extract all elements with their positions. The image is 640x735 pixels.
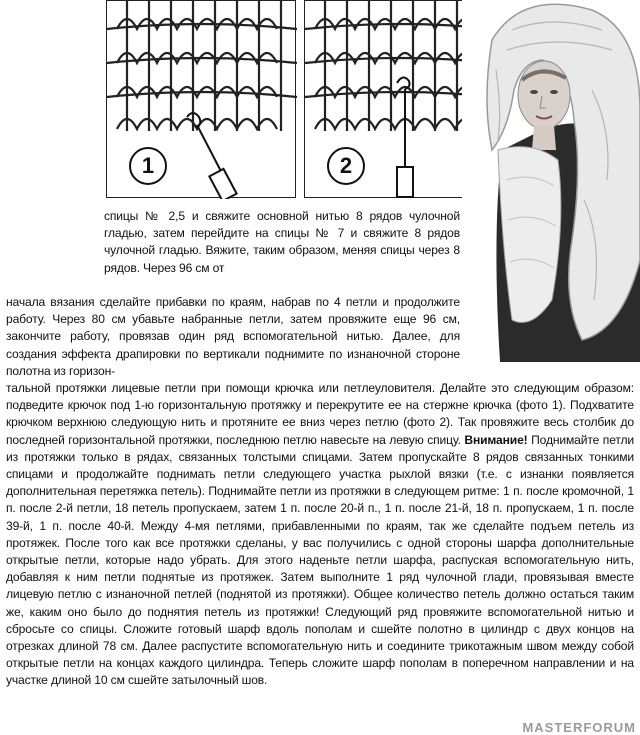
step-number-badge: 1 — [129, 147, 167, 185]
instruction-body-paragraph — [6, 380, 634, 690]
body-text-part1: тальной протяжки лицевые петли при помощи крючка или петлеуловителя. Делайте это следующим образом: подведите крючок под 1-ю горизонтальную протяжку и перекрутите ее на стержне крючка (фото 1). Подхватите крючком верхнюю следующую нить и протяните ее вниз через петлю (фото 2). Так провяжите весь столбик до последней горизонтальной протяжки, последнюю петлю навесьте на левую спицу. — [6, 381, 634, 447]
watermark-text: MASTERFORUM — [522, 720, 636, 735]
model-photo — [462, 0, 640, 362]
step-number-badge: 2 — [327, 147, 365, 185]
instruction-intro-paragraph: спицы № 2,5 и свяжите основной нитью 8 рядов чулочной гладью, затем перейдите на спицы № 7 и свяжите 8 рядов чулочной гладью. Вяжите, таким образом, меняя спицы через 8 рядов. Через 96 см от — [104, 209, 460, 275]
attention-label: Внимание! — [464, 432, 528, 447]
body-text-part2: Поднимайте петли из протяжки только в рядах, связанных толстыми спицами. Затем пропускайте 8 рядов связанных тонкими спицами и продолжайте поднимать петли следующего участка рыхлой вязки (т.е. с изнанки появляется дополнительная перетяжка петель). Поднимайте петли из протяжки в следующем ритме: 1 п. после кромочной, 1 п. после 2-й петли, 18 петель пропускаем, затем 1 п. после 20-й п., 1 п. после 21-й, 18 п. пропускаем, 1 п. после 39-й, 1 п. после 40-й. Между 4-мя петлями, прибавленными по краям, так же сделайте подъем петель из протяжек. После того как все протяжки сделаны, у вас получились с одной стороны шарфа дополнительные открытые петли, которые надо убрать. Для этого наденьте петли шарфа, распуская вспомогательную нить, добавляя к ним петли поднятые из протяжек. Затем выполните 1 ряд чулочной глади, провязывая вместе лицевую петлю с изнаночной петлей (поднятой из протяжки). Общее количество петель должно остаться таким же, каким оно было до поднятия петель из протяжки! Следующий ряд провяжите вспомогательной нитью и сбросьте со спицы. Сложите готовый шарф вдоль пополам и сшейте полотно в цилиндр с двух концов на отрезках длиной 78 см. Далее распустите вспомогательную нить и соедините трикотажным швом между собой открытые петли на концах каждого цилиндра. Теперь сложите шарф пополам в поперечном направлении и на участке длиной 10 см сшейте затылочный шов. — [6, 432, 635, 688]
knitting-diagram-photo-1 — [106, 0, 296, 198]
instruction-paragraph: начала вязания сделайте прибавки по краям, набрав по 4 петли и продолжите работу. Через 80 см убавьте набранные петли, затем провяжите еще 96 см, закончите работу, провязав один ряд вспомогательной нитью. Далее, для создания эффекта драпировки по вертикали поднимите по изнаночной стороне полотна из горизон- — [6, 295, 460, 378]
